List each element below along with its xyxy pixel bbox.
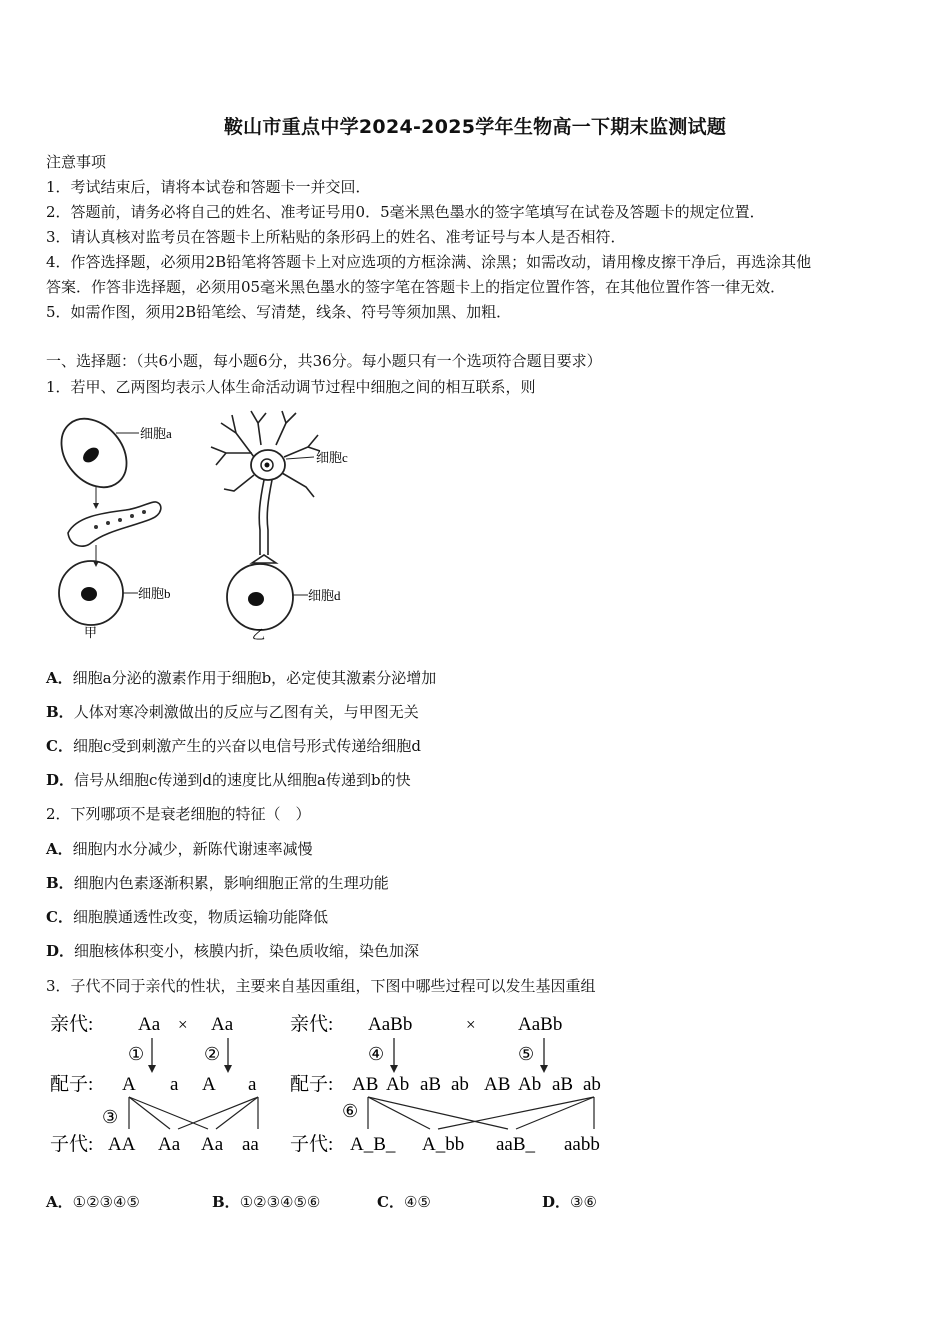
option-text: 细胞核体积变小，核膜内折，染色质收缩，染色加深 [74,942,420,960]
option-text: 细胞内水分减少，新陈代谢速率减慢 [72,840,313,858]
left-gamete: a [170,1074,179,1095]
option-text: ③⑥ [570,1193,597,1211]
right-gamete: ab [583,1074,601,1095]
step-1: ① [128,1044,145,1064]
notice-item: 答案．作答非选择题，必须用05毫米黑色墨水的签字笔在答题卡上的指定位置作答，在其他位置作答一律无效． [46,278,786,296]
label-offspring: 子代: [50,1134,94,1155]
step-6: ⑥ [342,1101,359,1121]
option-letter: D． [46,942,75,960]
left-gamete: a [248,1074,257,1095]
q3-genetics-diagram [46,1005,626,1165]
cross-sign: × [178,1015,188,1034]
left-gamete: A [202,1074,216,1095]
option-letter: C． [46,737,73,755]
label-parent: 亲代: [50,1014,94,1035]
option-text: ①②③④⑤⑥ [239,1193,321,1211]
option-text: 人体对寒冷刺激做出的反应与乙图有关，与甲图无关 [73,703,419,721]
label-offspring: 子代: [290,1134,334,1155]
notice-item: 2．答题前，请务必将自己的姓名、准考证号用0．5毫米黑色墨水的签字笔填写在试卷及答题卡的规定位置． [46,203,765,221]
option-letter: A． [46,840,73,858]
synapse-terminal [252,555,276,563]
notice-item: 4．作答选择题，必须用2B铅笔将答题卡上对应选项的方框涂满、涂黑；如需改动，请用橡皮擦干净后，再选涂其他 [46,253,812,271]
right-offspring: aabb [564,1134,600,1155]
question-2-stem: 2．下列哪项不是衰老细胞的特征（ ） [46,805,311,823]
cell-b-label: 细胞b [138,586,171,601]
right-offspring: A_B_ [350,1134,396,1155]
right-gamete: ab [451,1074,469,1095]
q1-option-b [46,703,419,721]
figure-yi-label: 乙 [252,627,266,642]
q3-option-c [377,1193,431,1211]
q2-option-a [46,840,313,858]
right-parent: AaBb [368,1014,413,1035]
question-1-stem: 1．若甲、乙两图均表示人体生命活动调节过程中细胞之间的相互联系，则 [46,378,536,396]
label-gamete: 配子: [50,1074,94,1095]
left-offspring: Aa [201,1134,224,1155]
q1-option-a [46,669,436,687]
neuron-dendrites [211,411,320,497]
left-offspring: Aa [158,1134,181,1155]
cross-sign: × [466,1015,476,1034]
q1-option-d [46,771,411,789]
question-3-stem: 3．子代不同于亲代的性状，主要来自基因重组，下图中哪些过程可以发生基因重组 [46,977,596,995]
q3-option-a [46,1193,140,1211]
label-parent: 亲代: [290,1014,334,1035]
left-parent: Aa [138,1014,161,1035]
right-parent: AaBb [518,1014,563,1035]
right-gamete: AB [484,1074,511,1095]
section-heading: 一、选择题：（共6小题，每小题6分，共36分。每小题只有一个选项符合题目要求） [46,352,602,370]
cell-a-nucleus [80,445,102,466]
option-letter: B． [212,1193,240,1211]
q2-option-b [46,874,389,892]
left-offspring: aa [242,1134,259,1155]
left-parent: Aa [211,1014,234,1035]
option-text: 细胞膜通透性改变，物质运输功能降低 [72,908,328,926]
page-title: 鞍山市重点中学2024-2025学年生物高一下期末监测试题 [223,116,727,138]
notice-heading: 注意事项 [46,153,107,171]
option-letter: C． [377,1193,404,1211]
neuron-axon [259,480,264,555]
right-gamete: Ab [518,1074,542,1095]
option-letter: D． [46,771,75,789]
step-2: ② [204,1044,221,1064]
q2-option-d [46,942,419,960]
step-4: ④ [368,1044,385,1064]
option-text: ①②③④⑤ [72,1193,140,1211]
notice-item: 1．考试结束后，请将本试卷和答题卡一并交回． [46,178,371,196]
option-text: 细胞a分泌的激素作用于细胞b，必定使其激素分泌增加 [72,669,437,687]
right-gamete: aB [552,1074,574,1095]
option-letter: A． [46,669,73,687]
option-text: 细胞内色素逐渐积累，影响细胞正常的生理功能 [73,874,389,892]
step-5: ⑤ [518,1044,535,1064]
cell-a-label: 细胞a [140,426,172,441]
blood-vessel [68,502,161,546]
option-text: 信号从细胞c传递到d的速度比从细胞a传递到b的快 [74,771,411,789]
option-text: 细胞c受到刺激产生的兴奋以电信号形式传递给细胞d [72,737,421,755]
label-gamete: 配子: [290,1074,334,1095]
cell-b-nucleus [81,587,97,601]
q3-option-d [542,1193,597,1211]
option-letter: D． [542,1193,571,1211]
cell-d-nucleus [248,592,264,606]
right-gamete: aB [420,1074,442,1095]
cell-c-label: 细胞c [316,450,348,465]
option-letter: C． [46,908,73,926]
q2-option-c [46,908,328,926]
option-letter: A． [46,1193,73,1211]
option-text: ④⑤ [403,1193,431,1211]
q1-cell-diagram [46,405,376,645]
step-3: ③ [102,1107,119,1127]
right-offspring: A_bb [422,1134,465,1155]
q3-option-b [212,1193,320,1211]
right-gamete: Ab [386,1074,410,1095]
figure-jia-label: 甲 [84,625,98,640]
right-gamete: AB [352,1074,379,1095]
notice-item: 5．如需作图，须用2B铅笔绘、写清楚，线条、符号等须加黑、加粗． [46,303,512,321]
left-offspring: AA [108,1134,136,1155]
right-offspring: aaB_ [496,1134,536,1155]
option-letter: B． [46,874,74,892]
cell-d-label: 细胞d [308,588,341,603]
q1-option-c [46,737,421,755]
option-letter: B． [46,703,74,721]
notice-item: 3．请认真核对监考员在答题卡上所粘贴的条形码上的姓名、准考证号与本人是否相符． [46,228,626,246]
left-gamete: A [122,1074,136,1095]
